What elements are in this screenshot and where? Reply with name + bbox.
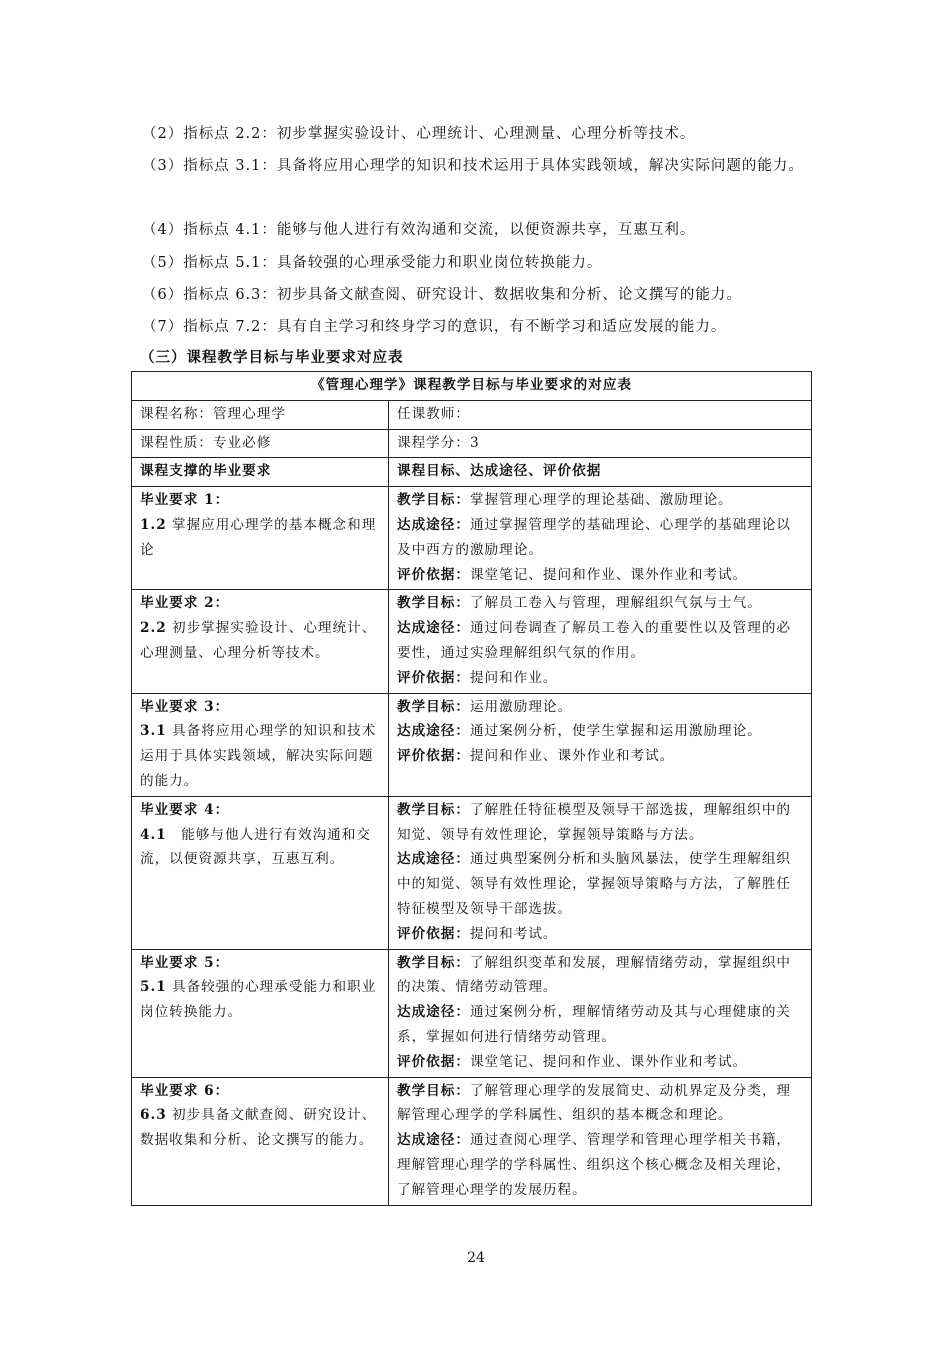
indicator-7-2: （7）指标点 7.2：具有自主学习和终身学习的意识，有不断学习和适应发展的能力。	[142, 319, 727, 335]
teaching-goal	[397, 695, 803, 720]
evaluation-basis	[397, 922, 803, 947]
requirement-cell	[132, 1077, 389, 1205]
teacher-cell: 任课教师：	[389, 400, 812, 429]
path-text: 通过案例分析，理解情绪劳动及其与心理健康的关系，掌握如何进行情绪劳动管理。	[397, 1004, 792, 1045]
table-title: 《管理心理学》课程教学目标与毕业要求的对应表	[132, 372, 812, 401]
goal-label: 教学目标：	[397, 595, 470, 612]
objective-cell	[389, 487, 812, 590]
achievement-path	[397, 513, 803, 563]
evaluation-basis	[397, 1050, 803, 1075]
requirement-cell	[132, 487, 389, 590]
objective-cell	[389, 693, 812, 796]
column-header-objectives: 课程目标、达成途径、评价依据	[389, 458, 812, 487]
requirement-title: 毕业要求 4：	[140, 801, 230, 818]
achievement-path	[397, 616, 803, 666]
requirement-cell	[132, 949, 389, 1077]
course-nature-cell: 课程性质：专业必修	[132, 429, 389, 458]
eval-label: 评价依据：	[397, 669, 470, 686]
requirement-text: 掌握应用心理学的基本概念和理论	[140, 516, 377, 558]
requirement-point	[140, 616, 380, 666]
path-text: 通过掌握管理学的基础理论、心理学的基础理论以及中西方的激励理论。	[397, 516, 792, 558]
table-title-row	[132, 372, 812, 401]
requirement-code: 5.1	[140, 979, 167, 996]
path-text: 通过典型案例分析和头脑风暴法，使学生理解组织中的知觉、领导有效性理论，掌握领导策略与方法，了解胜任特征模型及领导干部选拔。	[397, 851, 792, 917]
path-label: 达成途径：	[397, 516, 470, 533]
path-text: 通过案例分析，使学生掌握和运用激励理论。	[469, 723, 762, 740]
teaching-goal	[397, 951, 803, 1001]
goal-text: 了解胜任特征模型及领导干部选拔，理解组织中的知觉、领导有效性理论，掌握领导策略与方法。	[397, 801, 792, 843]
path-label: 达成途径：	[397, 1132, 470, 1149]
achievement-path	[397, 1000, 803, 1050]
objective-cell	[389, 590, 812, 693]
goal-label: 教学目标：	[397, 492, 470, 509]
eval-text: 提问和作业。	[469, 669, 558, 686]
requirement-code: 6.3	[140, 1107, 167, 1124]
goal-label: 教学目标：	[397, 954, 470, 971]
requirement-code: 3.1	[140, 723, 167, 740]
path-label: 达成途径：	[397, 723, 470, 740]
requirement-cell	[132, 693, 389, 796]
requirement-cell	[132, 590, 389, 693]
requirement-title: 毕业要求 5：	[140, 954, 230, 971]
table-header-row	[132, 458, 812, 487]
goal-text: 了解管理心理学的发展简史、动机界定及分类，理解管理心理学的学科属性、组织的基本概念和理论。	[397, 1082, 792, 1124]
table-row	[132, 693, 812, 796]
requirement-title: 毕业要求 3：	[140, 698, 230, 715]
eval-text: 课堂笔记、提问和作业、课外作业和考试。	[469, 1053, 748, 1070]
requirement-text: 具备较强的心理承受能力和职业岗位转换能力。	[140, 979, 377, 1021]
table-row	[132, 949, 812, 1077]
requirement-point	[140, 1103, 380, 1153]
table-row	[132, 400, 812, 429]
path-label: 达成途径：	[397, 851, 470, 868]
requirement-title: 毕业要求 2：	[140, 595, 230, 612]
path-text: 通过问卷调查了解员工卷入的重要性以及管理的必要性，通过实验理解组织气氛的作用。	[397, 620, 792, 661]
eval-text: 提问和作业、课外作业和考试。	[469, 748, 675, 765]
eval-label: 评价依据：	[397, 566, 470, 583]
indicator-4-1: （4）指标点 4.1：能够与他人进行有效沟通和交流，以便资源共享，互惠互利。	[142, 222, 696, 238]
requirement-cell	[132, 796, 389, 949]
table-row	[132, 487, 812, 590]
teaching-goal	[397, 488, 803, 513]
goal-text: 了解员工卷入与管理，理解组织气氛与士气。	[469, 595, 762, 612]
indicator-2-2: （2）指标点 2.2：初步掌握实验设计、心理统计、心理测量、心理分析等技术。	[142, 126, 696, 142]
goal-label: 教学目标：	[397, 698, 470, 715]
requirement-point	[140, 975, 380, 1025]
requirement-text: 能够与他人进行有效沟通和交流，以便资源共享，互惠互利。	[140, 826, 371, 868]
requirement-point	[140, 513, 380, 563]
eval-text: 提问和考试。	[469, 925, 558, 942]
eval-label: 评价依据：	[397, 925, 470, 942]
indicator-3-1: （3）指标点 3.1：具备将应用心理学的知识和技术运用于具体实践领域，解决实际问题的能力。	[142, 158, 804, 174]
evaluation-basis	[397, 744, 803, 769]
requirement-text: 具备将应用心理学的知识和技术运用于具体实践领域，解决实际问题的能力。	[140, 723, 377, 789]
path-label: 达成途径：	[397, 1004, 470, 1021]
achievement-path	[397, 1128, 803, 1202]
achievement-path	[397, 719, 803, 744]
eval-label: 评价依据：	[397, 748, 470, 765]
indicator-6-3: （6）指标点 6.3：初步具备文献查阅、研究设计、数据收集和分析、论文撰写的能力。	[142, 287, 742, 303]
eval-text: 课堂笔记、提问和作业、课外作业和考试。	[469, 566, 748, 583]
objective-cell	[389, 796, 812, 949]
teaching-goal	[397, 1079, 803, 1129]
requirement-code: 4.1	[140, 826, 167, 843]
requirement-title: 毕业要求 1：	[140, 492, 230, 509]
page-number: 24	[467, 1250, 485, 1266]
goal-text: 了解组织变革和发展，理解情绪劳动，掌握组织中的决策、情绪劳动管理。	[397, 954, 792, 996]
goal-text: 运用激励理论。	[469, 698, 573, 715]
column-header-requirements: 课程支撑的毕业要求	[132, 458, 389, 487]
evaluation-basis	[397, 563, 803, 588]
section-title: （三）课程教学目标与毕业要求对应表	[140, 349, 404, 366]
goal-label: 教学目标：	[397, 1082, 470, 1099]
goal-label: 教学目标：	[397, 801, 470, 818]
objective-cell	[389, 1077, 812, 1205]
teaching-goal	[397, 591, 803, 616]
table-row	[132, 1077, 812, 1205]
goal-text: 掌握管理心理学的理论基础、激励理论。	[469, 492, 733, 509]
eval-label: 评价依据：	[397, 1053, 470, 1070]
requirement-text: 初步具备文献查阅、研究设计、数据收集和分析、论文撰写的能力。	[140, 1107, 377, 1149]
requirement-code: 2.2	[140, 620, 167, 637]
credits-cell: 课程学分：3	[389, 429, 812, 458]
path-text: 通过查阅心理学、管理学和管理心理学相关书籍，理解管理心理学的学科属性、组织这个核心概念及相关理论，了解管理心理学的发展历程。	[397, 1132, 792, 1198]
achievement-path	[397, 847, 803, 921]
path-label: 达成途径：	[397, 620, 470, 637]
course-name-cell: 课程名称：管理心理学	[132, 400, 389, 429]
objective-cell	[389, 949, 812, 1077]
objectives-requirements-table	[131, 371, 812, 1206]
requirement-point	[140, 823, 380, 873]
requirement-text: 初步掌握实验设计、心理统计、心理测量、心理分析等技术。	[140, 620, 377, 661]
evaluation-basis	[397, 666, 803, 691]
indicator-5-1: （5）指标点 5.1：具备较强的心理承受能力和职业岗位转换能力。	[142, 255, 603, 271]
table-row	[132, 429, 812, 458]
requirement-point	[140, 719, 380, 793]
table-row	[132, 796, 812, 949]
table-row	[132, 590, 812, 693]
teaching-goal	[397, 798, 803, 848]
requirement-title: 毕业要求 6：	[140, 1082, 230, 1099]
requirement-code: 1.2	[140, 516, 167, 533]
